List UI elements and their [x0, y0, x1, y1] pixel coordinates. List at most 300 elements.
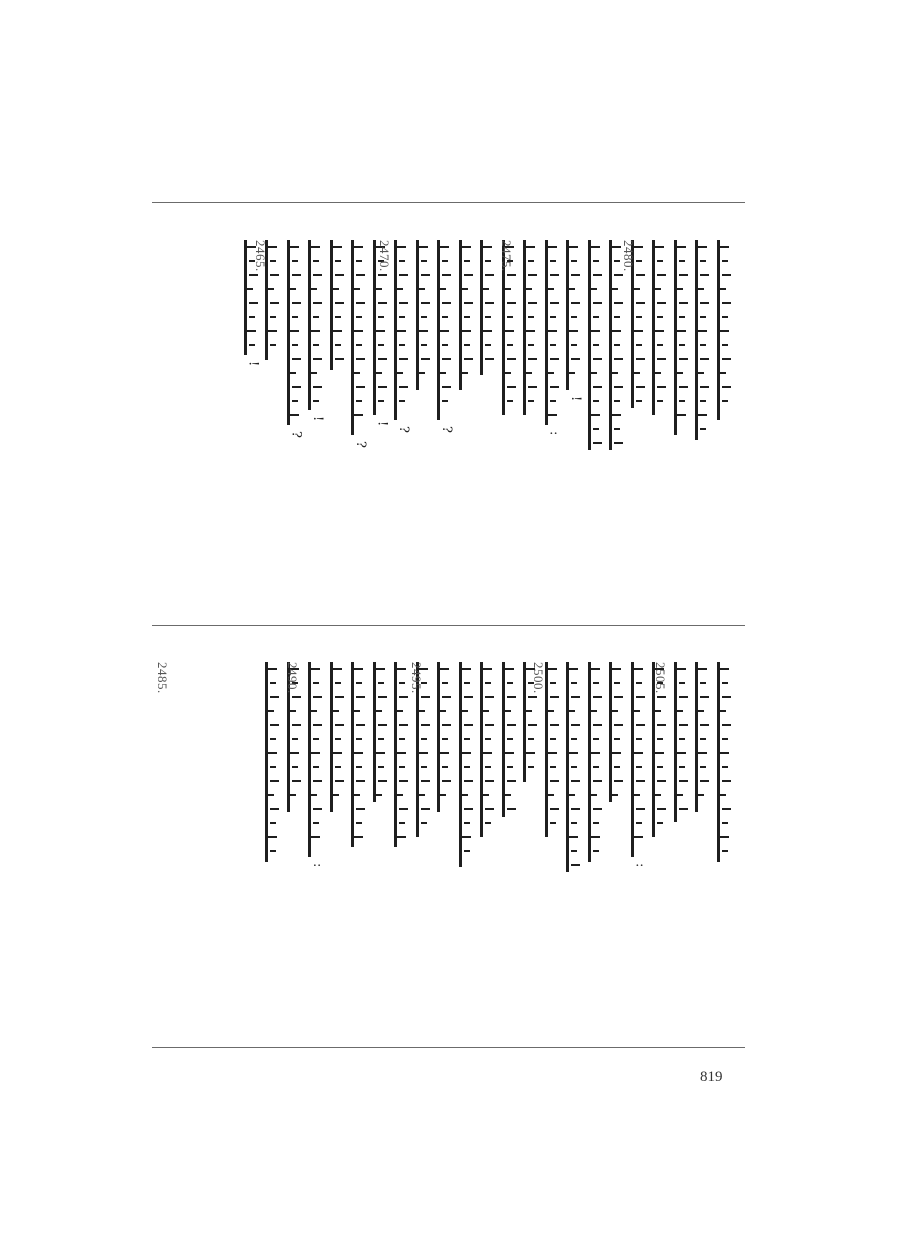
glyph-stroke [440, 246, 449, 248]
glyph-stroke [614, 386, 623, 388]
glyph-stroke [483, 752, 492, 754]
glyph-stroke [528, 316, 534, 318]
glyph-stroke [270, 766, 276, 768]
glyph-stroke [593, 302, 602, 304]
glyph-stroke [612, 414, 621, 416]
punctuation-mark: : [632, 863, 648, 868]
glyph-stroke [550, 682, 556, 684]
glyph-stroke [354, 288, 360, 290]
glyph-stroke [313, 724, 322, 726]
script-line [265, 662, 286, 862]
glyph-stroke [464, 316, 470, 318]
glyph-stroke [247, 288, 253, 290]
glyph-stroke [700, 274, 709, 276]
glyph-stroke [526, 752, 535, 754]
glyph-stroke [247, 330, 256, 332]
glyph-stroke [720, 246, 729, 248]
glyph-stroke [399, 260, 405, 262]
glyph-stroke [700, 358, 709, 360]
glyph-stroke [485, 316, 491, 318]
script-line [545, 240, 566, 425]
glyph-stroke [528, 738, 534, 740]
glyph-stroke [550, 386, 559, 388]
glyph-stroke [356, 344, 362, 346]
glyph-stroke [399, 724, 408, 726]
glyph-stroke [569, 372, 575, 374]
glyph-stroke [677, 414, 686, 416]
glyph-stroke [591, 752, 600, 754]
glyph-stroke [679, 358, 688, 360]
glyph-stroke [356, 682, 362, 684]
glyph-stroke [679, 738, 685, 740]
glyph-stroke [483, 288, 489, 290]
glyph-stroke [698, 414, 707, 416]
glyph-stroke [462, 330, 471, 332]
glyph-stroke [270, 316, 276, 318]
glyph-stroke [440, 752, 449, 754]
glyph-stroke [722, 358, 731, 360]
glyph-stroke [292, 358, 301, 360]
glyph-stroke [485, 766, 491, 768]
glyph-stroke [550, 808, 559, 810]
glyph-stroke [722, 696, 731, 698]
glyph-stroke [397, 668, 406, 670]
script-line [351, 240, 372, 435]
script-line [308, 240, 329, 410]
glyph-stroke [571, 344, 577, 346]
glyph-stroke [421, 808, 430, 810]
script-line [631, 662, 652, 857]
glyph-stroke [290, 246, 299, 248]
glyph-stroke [571, 316, 577, 318]
punctuation-mark: ? [439, 426, 454, 433]
glyph-stroke [354, 330, 363, 332]
glyph-stroke [591, 330, 600, 332]
glyph-stroke [270, 808, 279, 810]
glyph-stroke [335, 316, 341, 318]
glyph-stroke [677, 710, 683, 712]
glyph-stroke [292, 302, 301, 304]
glyph-stroke [591, 372, 597, 374]
glyph-stroke [354, 414, 363, 416]
glyph-stroke [550, 400, 556, 402]
punctuation-mark: ! [245, 361, 261, 367]
glyph-stroke [612, 330, 621, 332]
glyph-stroke [548, 414, 557, 416]
glyph-stroke [399, 780, 408, 782]
glyph-stroke [614, 766, 620, 768]
glyph-stroke [356, 302, 365, 304]
script-line [674, 662, 695, 822]
glyph-stroke [636, 738, 642, 740]
glyph-stroke [593, 400, 599, 402]
script-line [351, 662, 372, 847]
glyph-stroke [462, 710, 468, 712]
glyph-stroke [655, 794, 661, 796]
glyph-stroke [464, 724, 473, 726]
glyph-stroke [333, 288, 339, 290]
bottom-rule [152, 1047, 745, 1048]
glyph-stroke [677, 330, 686, 332]
glyph-stroke [528, 400, 534, 402]
glyph-stroke [700, 682, 706, 684]
glyph-stroke [526, 246, 535, 248]
glyph-stroke [655, 288, 661, 290]
glyph-stroke [311, 752, 320, 754]
glyph-stroke [614, 400, 620, 402]
script-line [287, 240, 308, 425]
glyph-stroke [550, 724, 559, 726]
glyph-stroke [722, 302, 731, 304]
glyph-stroke [376, 710, 382, 712]
glyph-stroke [290, 372, 296, 374]
glyph-stroke [722, 822, 728, 824]
glyph-stroke [462, 836, 471, 838]
glyph-stroke [442, 682, 448, 684]
glyph-stroke [442, 316, 448, 318]
glyph-stroke [378, 274, 387, 276]
glyph-stroke [292, 766, 298, 768]
glyph-stroke [636, 316, 642, 318]
glyph-stroke [292, 260, 298, 262]
glyph-stroke [442, 766, 448, 768]
glyph-stroke [593, 696, 602, 698]
glyph-stroke [679, 724, 688, 726]
glyph-stroke [593, 850, 599, 852]
glyph-stroke [569, 836, 578, 838]
glyph-stroke [571, 724, 580, 726]
glyph-stroke [419, 710, 425, 712]
glyph-stroke [356, 822, 362, 824]
glyph-stroke [378, 302, 387, 304]
glyph-stroke [593, 766, 599, 768]
verse-number: 2480. [621, 240, 636, 272]
glyph-stroke [397, 288, 403, 290]
glyph-stroke [679, 766, 685, 768]
glyph-stroke [591, 288, 597, 290]
glyph-stroke [354, 794, 360, 796]
glyph-stroke [462, 288, 468, 290]
glyph-stroke [462, 668, 471, 670]
glyph-stroke [483, 246, 492, 248]
glyph-stroke [614, 442, 623, 444]
glyph-stroke [419, 330, 428, 332]
glyph-stroke [550, 766, 556, 768]
glyph-stroke [700, 738, 706, 740]
glyph-stroke [333, 752, 342, 754]
glyph-stroke [679, 682, 685, 684]
glyph-stroke [335, 682, 341, 684]
glyph-stroke [700, 428, 706, 430]
glyph-stroke [397, 246, 406, 248]
glyph-stroke [657, 316, 663, 318]
glyph-stroke [421, 358, 430, 360]
glyph-stroke [677, 372, 683, 374]
verse-number: 2470. [377, 240, 392, 272]
glyph-stroke [313, 358, 322, 360]
glyph-stroke [313, 316, 319, 318]
glyph-stroke [700, 696, 709, 698]
glyph-stroke [591, 246, 600, 248]
glyph-stroke [292, 344, 298, 346]
glyph-stroke [333, 710, 339, 712]
glyph-stroke [507, 766, 513, 768]
glyph-stroke [655, 752, 664, 754]
glyph-stroke [507, 808, 516, 810]
glyph-stroke [335, 260, 341, 262]
glyph-stroke [593, 682, 599, 684]
glyph-stroke [270, 696, 279, 698]
glyph-stroke [421, 738, 427, 740]
glyph-stroke [507, 386, 516, 388]
glyph-stroke [722, 344, 728, 346]
glyph-stroke [698, 246, 707, 248]
glyph-stroke [722, 274, 731, 276]
glyph-stroke [313, 780, 322, 782]
glyph-stroke [356, 724, 365, 726]
glyph-stroke [657, 344, 663, 346]
script-line [674, 240, 695, 435]
glyph-stroke [636, 766, 642, 768]
glyph-stroke [569, 668, 578, 670]
script-line [566, 240, 587, 390]
lower-text-block [152, 662, 745, 1032]
glyph-stroke [378, 682, 384, 684]
glyph-stroke [528, 358, 537, 360]
glyph-stroke [550, 738, 556, 740]
glyph-stroke [593, 274, 602, 276]
top-rule [152, 202, 745, 203]
glyph-stroke [249, 302, 258, 304]
glyph-stroke [571, 766, 577, 768]
glyph-stroke [655, 710, 661, 712]
glyph-stroke [376, 794, 382, 796]
glyph-stroke [528, 696, 537, 698]
glyph-stroke [335, 358, 344, 360]
punctuation-mark: ? [353, 441, 368, 448]
glyph-stroke [700, 260, 706, 262]
glyph-stroke [313, 302, 322, 304]
glyph-stroke [356, 260, 362, 262]
glyph-stroke [507, 274, 516, 276]
glyph-stroke [614, 682, 620, 684]
glyph-stroke [614, 316, 620, 318]
glyph-stroke [485, 344, 491, 346]
glyph-stroke [270, 302, 279, 304]
glyph-stroke [419, 752, 428, 754]
glyph-stroke [636, 822, 642, 824]
glyph-stroke [720, 668, 729, 670]
glyph-stroke [419, 372, 425, 374]
glyph-stroke [612, 752, 621, 754]
glyph-stroke [483, 710, 489, 712]
glyph-stroke [442, 344, 448, 346]
glyph-stroke [335, 302, 344, 304]
glyph-stroke [464, 780, 473, 782]
glyph-stroke [313, 344, 319, 346]
glyph-stroke [464, 344, 470, 346]
glyph-stroke [442, 738, 448, 740]
glyph-stroke [593, 442, 602, 444]
glyph-stroke [313, 400, 319, 402]
glyph-stroke [399, 344, 405, 346]
glyph-stroke [485, 780, 494, 782]
glyph-stroke [356, 738, 362, 740]
text-column [259, 662, 289, 882]
glyph-stroke [571, 738, 577, 740]
glyph-stroke [634, 836, 643, 838]
verse-number: 2490. [285, 662, 300, 694]
glyph-stroke [507, 724, 516, 726]
verse-number: 2485. [155, 662, 170, 694]
glyph-stroke [636, 302, 645, 304]
glyph-stroke [442, 386, 451, 388]
glyph-stroke [270, 780, 279, 782]
glyph-stroke [335, 780, 344, 782]
glyph-stroke [268, 836, 277, 838]
glyph-stroke [421, 274, 430, 276]
glyph-stroke [354, 710, 360, 712]
glyph-stroke [571, 850, 577, 852]
glyph-stroke [505, 330, 514, 332]
glyph-stroke [657, 822, 663, 824]
glyph-stroke [440, 372, 446, 374]
glyph-stroke [550, 696, 559, 698]
glyph-stroke [722, 724, 731, 726]
glyph-stroke [464, 696, 473, 698]
glyph-stroke [249, 274, 258, 276]
glyph-stroke [722, 400, 728, 402]
glyph-stroke [548, 288, 554, 290]
glyph-stroke [442, 358, 451, 360]
glyph-stroke [290, 752, 299, 754]
glyph-stroke [419, 246, 428, 248]
glyph-stroke [657, 738, 663, 740]
glyph-stroke [290, 794, 296, 796]
glyph-stroke [270, 822, 276, 824]
glyph-stroke [528, 260, 534, 262]
glyph-stroke [311, 246, 320, 248]
glyph-stroke [636, 400, 642, 402]
glyph-stroke [548, 246, 557, 248]
glyph-stroke [290, 710, 296, 712]
glyph-stroke [268, 710, 274, 712]
glyph-stroke [636, 358, 645, 360]
glyph-stroke [397, 372, 403, 374]
glyph-stroke [677, 246, 686, 248]
glyph-stroke [720, 836, 729, 838]
script-line [265, 240, 286, 360]
glyph-stroke [614, 302, 623, 304]
verse-number: 2495. [409, 662, 424, 694]
glyph-stroke [399, 358, 408, 360]
glyph-stroke [526, 288, 532, 290]
glyph-stroke [698, 288, 704, 290]
glyph-stroke [722, 738, 728, 740]
glyph-stroke [548, 330, 557, 332]
glyph-stroke [548, 752, 557, 754]
glyph-stroke [548, 794, 554, 796]
upper-text-block [152, 240, 745, 610]
glyph-stroke [657, 808, 666, 810]
glyph-stroke [313, 274, 322, 276]
glyph-stroke [571, 260, 577, 262]
script-line [588, 662, 609, 862]
glyph-stroke [378, 400, 384, 402]
glyph-stroke [700, 386, 709, 388]
glyph-stroke [550, 316, 556, 318]
glyph-stroke [634, 372, 640, 374]
glyph-stroke [679, 344, 685, 346]
glyph-stroke [268, 794, 274, 796]
glyph-stroke [464, 358, 473, 360]
glyph-stroke [636, 386, 645, 388]
glyph-stroke [505, 288, 511, 290]
glyph-stroke [313, 682, 319, 684]
glyph-stroke [464, 274, 473, 276]
glyph-stroke [634, 794, 640, 796]
glyph-stroke [442, 780, 451, 782]
glyph-stroke [657, 780, 666, 782]
glyph-stroke [636, 780, 645, 782]
glyph-stroke [593, 386, 602, 388]
glyph-stroke [722, 682, 728, 684]
glyph-stroke [698, 710, 704, 712]
glyph-stroke [313, 260, 319, 262]
glyph-stroke [442, 274, 451, 276]
glyph-stroke [442, 400, 448, 402]
glyph-stroke [311, 330, 320, 332]
glyph-stroke [268, 288, 274, 290]
glyph-stroke [655, 372, 661, 374]
glyph-stroke [528, 274, 537, 276]
script-line [437, 662, 458, 812]
punctuation-mark: ! [374, 421, 390, 427]
glyph-stroke [528, 344, 534, 346]
glyph-stroke [507, 780, 516, 782]
glyph-stroke [614, 428, 620, 430]
glyph-stroke [505, 752, 514, 754]
glyph-stroke [657, 386, 666, 388]
glyph-stroke [464, 302, 473, 304]
glyph-stroke [290, 414, 299, 416]
glyph-stroke [612, 288, 618, 290]
glyph-stroke [464, 260, 470, 262]
glyph-stroke [335, 696, 344, 698]
glyph-stroke [614, 344, 620, 346]
glyph-stroke [313, 766, 319, 768]
glyph-stroke [569, 330, 578, 332]
glyph-stroke [270, 724, 279, 726]
glyph-stroke [528, 386, 537, 388]
script-line [545, 662, 566, 837]
script-line [416, 240, 437, 390]
glyph-stroke [571, 274, 580, 276]
glyph-stroke [335, 274, 344, 276]
glyph-stroke [440, 794, 446, 796]
glyph-stroke [378, 316, 384, 318]
glyph-stroke [292, 738, 298, 740]
glyph-stroke [356, 766, 362, 768]
glyph-stroke [614, 358, 623, 360]
glyph-stroke [614, 780, 623, 782]
glyph-stroke [311, 794, 317, 796]
script-line [523, 240, 544, 415]
glyph-stroke [612, 710, 618, 712]
glyph-stroke [313, 696, 322, 698]
glyph-stroke [290, 330, 299, 332]
glyph-stroke [292, 724, 301, 726]
